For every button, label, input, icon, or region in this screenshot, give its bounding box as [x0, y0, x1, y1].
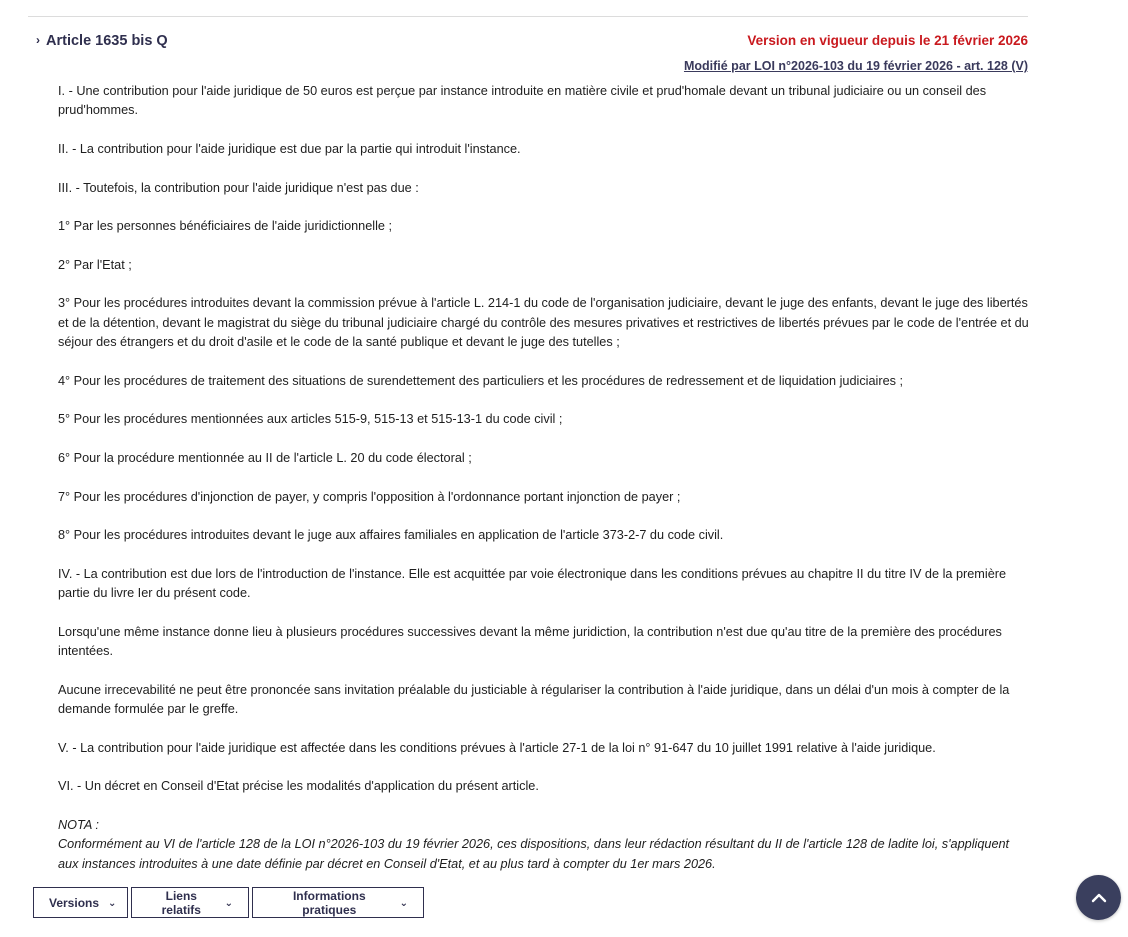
chevron-up-icon	[1090, 889, 1108, 907]
version-status: Version en vigueur depuis le 21 février 2026	[747, 33, 1028, 48]
article-paragraph: 8° Pour les procédures introduites devant le juge aux affaires familiales en application de l'article 373-2-7 du code civil.	[58, 528, 724, 543]
versions-button[interactable]	[33, 887, 128, 918]
article-title: Article 1635 bis Q	[46, 33, 168, 49]
article-header	[36, 33, 1028, 79]
article-paragraph: 6° Pour la procédure mentionnée au II de l'article L. 20 du code électoral ;	[58, 450, 472, 465]
versions-label: Versions	[49, 895, 100, 910]
article-paragraph: II. - La contribution pour l'aide juridique est due par la partie qui introduit l'instance.	[58, 142, 521, 156]
top-divider	[28, 16, 1028, 17]
scroll-to-top-button[interactable]	[1076, 875, 1121, 920]
informations-pratiques-button[interactable]	[252, 887, 424, 918]
article-paragraph: I. - Une contribution pour l'aide juridique de 50 euros est perçue par instance introduite en matière civile et prud'homale devant un tribunal judiciaire ou un conseil des prud'hommes.	[58, 84, 987, 118]
article-action-bar	[33, 887, 424, 918]
article-paragraph: 7° Pour les procédures d'injonction de payer, y compris l'opposition à l'ordonnance portant injonction de payer ;	[58, 489, 681, 504]
article-paragraph: 5° Pour les procédures mentionnées aux articles 515-9, 515-13 et 515-13-1 du code civil ;	[58, 412, 563, 427]
article-title-toggle[interactable]	[36, 33, 168, 49]
article-paragraph: IV. - La contribution est due lors de l'introduction de l'instance. Elle est acquittée par voie électronique dans les conditions prévues au chapitre II du titre IV de la première partie du livre Ier du présent code.	[58, 566, 1007, 601]
nota-label: NOTA :	[58, 818, 99, 832]
modified-by-link[interactable]: Modifié par LOI n°2026-103 du 19 février 2026 - art. 128 (V)	[683, 59, 1028, 73]
article-paragraph: V. - La contribution pour l'aide juridique est affectée dans les conditions prévues à l'article 27-1 de la loi n° 91-647 du 10 juillet 1991 relative à l'aide juridique.	[58, 740, 936, 755]
liens-relatifs-label: Liens relatifs	[161, 888, 201, 917]
chevron-down-icon: ⌄	[108, 898, 117, 909]
article-paragraph: 3° Pour les procédures introduites devant la commission prévue à l'article L. 214-1 du code de l'organisation judiciaire, devant le juge des enfants, devant le juge des libertés et de la détention, devant le magistrat du siège du tribunal judiciaire chargé du contrôle des mesures privatives et restrictives de libertés prévues par le code de l'entrée et du séjour des étrangers et du droit d'asile et le code de la santé publique et devant le juge des tutelles ;	[58, 296, 1029, 350]
liens-relatifs-button[interactable]	[131, 887, 249, 918]
nota-section	[58, 816, 1030, 874]
nota-text: Conformément au VI de l'article 128 de la LOI n°2026-103 du 19 février 2026, ces dispositions, dans leur rédaction résultant du II de l'article 128 de ladite loi, s'appliquent aux instances introduites à une date définie par décret en Conseil d'Etat, et au plus tard à compter du 1er mars 2026.	[58, 837, 1010, 871]
article-paragraph: Aucune irrecevabilité ne peut être prononcée sans invitation préalable du justiciable à régulariser la contribution à l'aide juridique, dans un délai d'un mois à compter de la demande formulée par le greffe.	[58, 682, 1010, 717]
article-body	[58, 82, 1030, 816]
article-paragraph: 2° Par l'Etat ;	[58, 257, 132, 272]
article-paragraph: 1° Par les personnes bénéficiaires de l'aide juridictionnelle ;	[58, 219, 393, 234]
article-paragraph: III. - Toutefois, la contribution pour l'aide juridique n'est pas due :	[58, 180, 419, 195]
chevron-down-icon: ⌄	[399, 898, 408, 909]
article-paragraph: VI. - Un décret en Conseil d'Etat précise les modalités d'application du présent article.	[58, 779, 539, 794]
chevron-right-icon: ›	[36, 33, 40, 47]
article-paragraph: Lorsqu'une même instance donne lieu à plusieurs procédures successives devant la même juridiction, la contribution n'est due qu'au titre de la première des procédures intentées.	[58, 624, 1002, 659]
article-paragraph: 4° Pour les procédures de traitement des situations de surendettement des particuliers et les procédures de redressement et de liquidation judiciaires ;	[58, 373, 904, 388]
informations-pratiques-label: Informations pratiques	[292, 888, 366, 917]
chevron-down-icon: ⌄	[224, 898, 233, 909]
